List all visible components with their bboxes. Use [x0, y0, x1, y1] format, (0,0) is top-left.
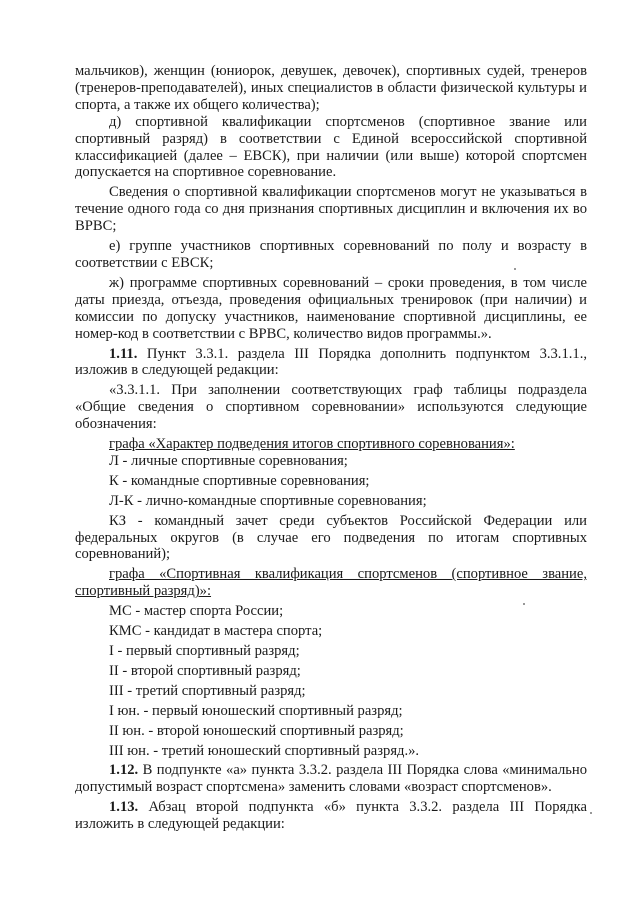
column-heading-results: [75, 436, 587, 453]
list-item: I - первый спортивный разряд;: [109, 643, 300, 659]
list-item: Л-К - лично-командные спортивные соревнования;: [109, 492, 427, 509]
section-number: 1.12.: [109, 762, 139, 779]
list-item: II юн. - второй юношеский спортивный разряд;: [109, 722, 404, 739]
paragraph-e: е) группе участников спортивных соревнований по полу и возрасту в соответствии с ЕВСК;: [75, 238, 587, 271]
list-item: III - третий спортивный разряд;: [109, 682, 306, 699]
section-1-13: [75, 799, 587, 833]
list-item: МС - мастер спорта России;: [109, 603, 284, 620]
section-number: 1.13.: [109, 799, 139, 816]
section-1-11: [75, 346, 587, 380]
paragraph-qualification-note: Сведения о спортивной квалификации спортсменов могут не указываться в течение одного года со дня признания спортивных дисциплин и включения их во ВРВС;: [75, 184, 587, 235]
paragraph-zh: ж) программе спортивных соревнований – сроки проведения, в том числе даты приезда, отъезда, проведения официальных тренировок (при наличии) и комиссии по допуску участников, наименование спортивной дисциплины, ее номер-код в соответствии с ВРВС, количество видов программы.».: [75, 274, 587, 342]
section-text: В подпункте «а» пункта 3.3.2. раздела III Порядка слова «минимально допустимый возраст спортсмена» заменить словами «возраст спортсменов».: [75, 762, 587, 796]
column-heading-text: графа «Характер подведения итогов спортивного соревнования»:: [109, 436, 515, 453]
section-text: Абзац второй подпункта «б» пункта 3.3.2. раздела III Порядка изложить в следующей редакции:: [75, 799, 587, 833]
list-item: КЗ - командный зачет среди субъектов Российской Федерации или федеральных округов (в случае его подведения по итогам спортивных соревнований);: [75, 512, 587, 563]
scan-speck: [523, 603, 525, 605]
list-item: I юн. - первый юношеский спортивный разряд;: [109, 702, 403, 719]
section-text: Пункт 3.3.1. раздела III Порядка дополнить подпунктом 3.3.1.1., изложив в следующей редакции:: [75, 345, 587, 379]
section-number: 1.11.: [109, 345, 138, 362]
list-item: КМС - кандидат в мастера спорта;: [109, 623, 323, 640]
section-1-12: [75, 762, 587, 796]
list-item: III юн. - третий юношеский спортивный разряд.».: [109, 742, 420, 759]
list-item: Л - личные спортивные соревнования;: [109, 452, 348, 469]
scan-speck: [514, 268, 516, 270]
document-body: [75, 63, 587, 833]
paragraph-3-3-1-1: «3.3.1.1. При заполнении соответствующих граф таблицы подраздела «Общие сведения о спортивном соревновании» используются следующие обозначения:: [75, 382, 587, 433]
column-heading-qualification: [75, 566, 587, 600]
column-heading-text: графа «Спортивная квалификация спортсменов (спортивное звание, спортивный разряд)»:: [75, 566, 587, 600]
list-item: К - командные спортивные соревнования;: [109, 472, 370, 489]
list-item: II - второй спортивный разряд;: [109, 662, 301, 679]
paragraph-continuation: мальчиков), женщин (юниорок, девушек, девочек), спортивных судей, тренеров (тренеров-преподавателей), иных специалистов в области физической культуры и спорта, а также их общего количества);: [75, 63, 587, 113]
paragraph-d: д) спортивной квалификации спортсменов (спортивное звание или спортивный разряд) в соответствии с Единой всероссийской спортивной классификацией (далее – ЕВСК), при наличии (или выше) которой спортсмен допускается на спортивное соревнование.: [75, 113, 587, 181]
scan-speck: [590, 812, 592, 814]
